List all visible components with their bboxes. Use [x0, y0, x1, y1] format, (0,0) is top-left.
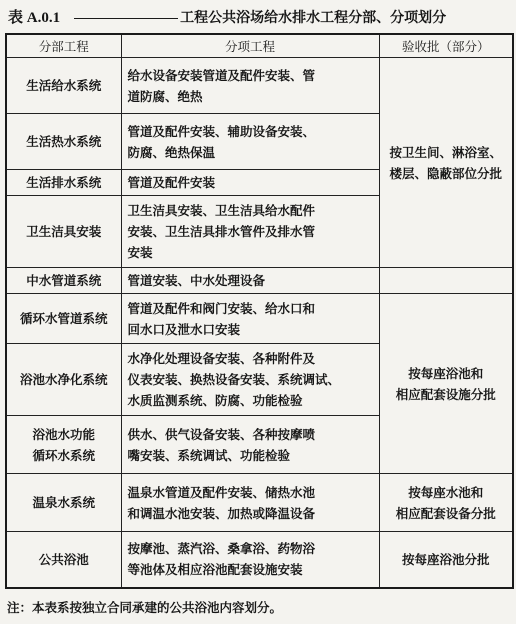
- items-cell: 给水设备安装管道及配件安装、管 道防腐、绝热: [121, 58, 379, 114]
- batch-cell-empty: [379, 268, 513, 294]
- table-row: [6, 532, 513, 588]
- division-cell: 循环水管道系统: [6, 294, 121, 344]
- table-row: [6, 58, 513, 114]
- table-note: 注：本表系按独立合同承建的公共浴池内容划分。: [7, 600, 283, 615]
- table-row: [6, 474, 513, 532]
- batch-cell: 按每座水池和 相应配套设备分批: [379, 474, 513, 532]
- division-cell: 中水管道系统: [6, 268, 121, 294]
- table-title-text: 工程公共浴场给水排水工程分部、分项划分: [180, 10, 447, 26]
- division-table: [5, 33, 514, 589]
- items-cell: 管道安装、中水处理设备: [121, 268, 379, 294]
- batch-cell: 按卫生间、淋浴室、 楼层、隐蔽部位分批: [379, 58, 513, 268]
- table-number: 表 A.0.1: [8, 10, 61, 26]
- items-cell: 管道及配件安装、辅助设备安装、 防腐、绝热保温: [121, 114, 379, 170]
- items-cell: 按摩池、蒸汽浴、桑拿浴、药物浴 等池体及相应浴池配套设施安装: [121, 532, 379, 588]
- items-cell: 管道及配件和阀门安装、给水口和 回水口及泄水口安装: [121, 294, 379, 344]
- division-cell: 生活给水系统: [6, 58, 121, 114]
- batch-cell: 按每座浴池和 相应配套设施分批: [379, 294, 513, 474]
- division-cell: 浴池水净化系统: [6, 344, 121, 416]
- header-batch: 验收批（部分）: [379, 34, 513, 58]
- division-cell: 生活排水系统: [6, 170, 121, 196]
- table-row: [6, 268, 513, 294]
- table-title: [8, 7, 513, 29]
- items-cell: 管道及配件安装: [121, 170, 379, 196]
- items-cell: 温泉水管道及配件安装、储热水池 和调温水池安装、加热或降温设备: [121, 474, 379, 532]
- batch-cell: 按每座浴池分批: [379, 532, 513, 588]
- header-items: 分项工程: [121, 34, 379, 58]
- table-row: [6, 294, 513, 344]
- title-blank-line: [74, 18, 178, 19]
- division-cell: 卫生洁具安装: [6, 196, 121, 268]
- header-row: [6, 34, 513, 58]
- header-division: 分部工程: [6, 34, 121, 58]
- items-cell: 供水、供气设备安装、各种按摩喷 嘴安装、系统调试、功能检验: [121, 416, 379, 474]
- division-cell: 公共浴池: [6, 532, 121, 588]
- division-cell: 温泉水系统: [6, 474, 121, 532]
- items-cell: 卫生洁具安装、卫生洁具给水配件 安装、卫生洁具排水管件及排水管 安装: [121, 196, 379, 268]
- division-cell: 生活热水系统: [6, 114, 121, 170]
- items-cell: 水净化处理设备安装、各种附件及 仪表安装、换热设备安装、系统调试、 水质监测系统、防腐、功能检验: [121, 344, 379, 416]
- division-cell: 浴池水功能 循环水系统: [6, 416, 121, 474]
